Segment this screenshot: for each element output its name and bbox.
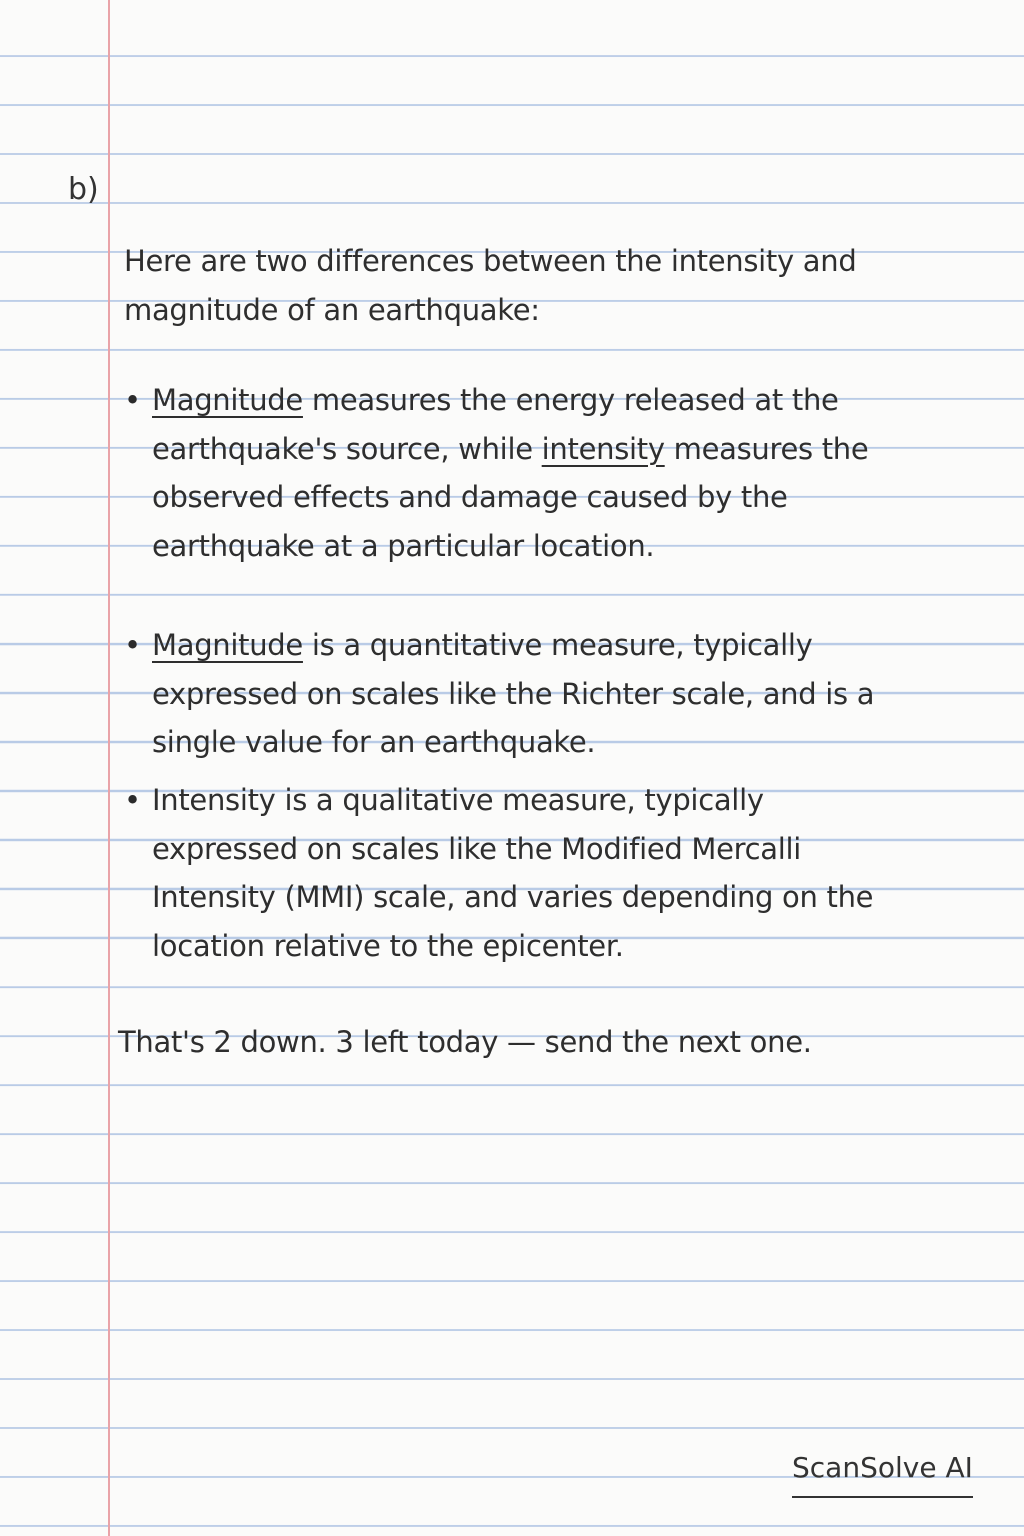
term-magnitude: Magnitude — [152, 383, 303, 417]
question-label: b) — [68, 172, 99, 207]
bullet-dot: • — [124, 783, 142, 817]
bullet-text: measures the observed effects and damage caused by the earthquake at a particular location. — [152, 431, 869, 563]
bullet-text: is a quantitative measure, typically expressed on scales like the Richter scale, and is a single value for an earthquake. — [152, 628, 875, 759]
bullet-dot: • — [124, 628, 142, 662]
closing-text: That's 2 down. 3 left today — send the next one. — [118, 1025, 812, 1059]
bullet-item-2 — [124, 621, 904, 767]
intro-text: Here are two differences between the intensity and magnitude of an earthquake: — [124, 244, 857, 327]
bullet-body — [152, 376, 904, 570]
bullet-body — [152, 776, 904, 970]
bullet-body — [152, 621, 904, 767]
bullet-item-3 — [124, 776, 904, 970]
bullet-text: measures the energy released at the earthquake's source, while — [152, 383, 839, 466]
term-intensity: intensity — [541, 431, 665, 466]
brand-signature: ScanSolve AI — [792, 1444, 973, 1498]
bullet-item-1 — [124, 376, 904, 570]
term-magnitude: Magnitude — [152, 628, 303, 662]
bullet-text: Intensity is a qualitative measure, typically expressed on scales like the Modified Mercalli Intensity (MMI) scale, and varies depending on the location relative to the epicenter. — [152, 783, 874, 963]
margin-line — [108, 0, 110, 1536]
bullet-dot: • — [124, 383, 142, 417]
